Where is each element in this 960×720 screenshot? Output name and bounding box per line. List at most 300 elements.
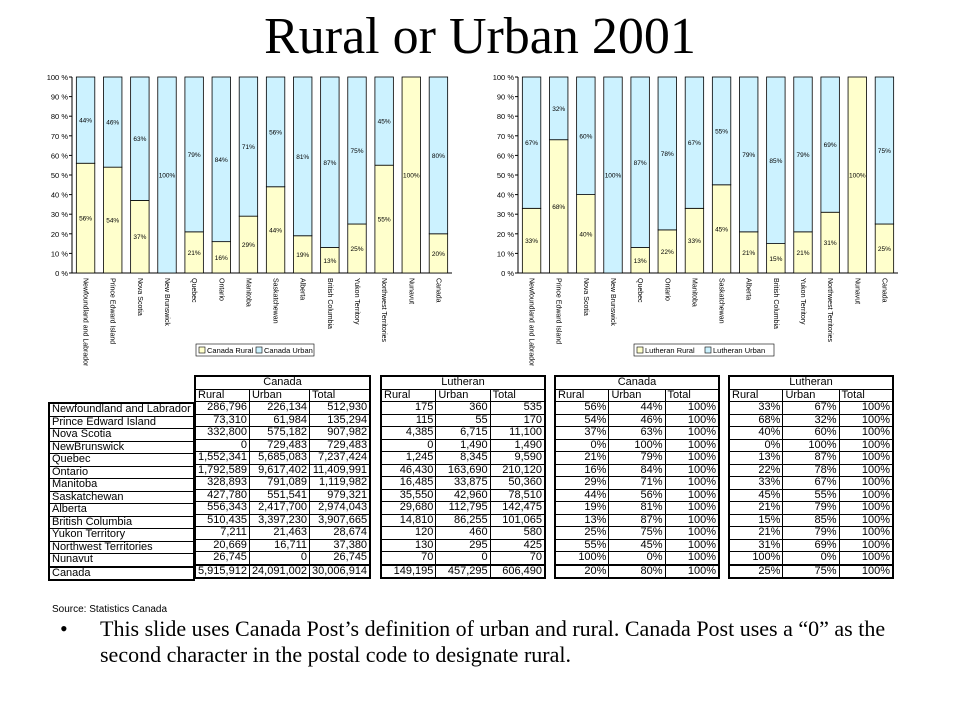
table-row xyxy=(49,491,194,504)
table-cell: 29,680 xyxy=(381,502,436,515)
legend-swatch xyxy=(705,347,711,353)
row-label: Yukon Territory xyxy=(49,529,194,542)
table-cell: 11,409,991 xyxy=(310,464,371,477)
table-row xyxy=(49,466,194,479)
table-row xyxy=(381,464,545,477)
table-row xyxy=(555,477,719,490)
y-tick-label: 0 % xyxy=(55,269,68,278)
table-cell: 100% xyxy=(839,439,893,452)
table-row xyxy=(555,489,719,502)
table-cell: 55% xyxy=(555,539,609,552)
table-cell: 24,091,002 xyxy=(249,565,309,579)
table-cell: 100% xyxy=(665,414,719,427)
y-tick-label: 60 % xyxy=(496,151,514,161)
data-label: 16% xyxy=(214,254,228,262)
table-cell: 907,982 xyxy=(310,427,371,440)
table-row xyxy=(381,527,545,540)
table-cell: 170 xyxy=(490,414,545,427)
table-cell: 80% xyxy=(609,565,665,579)
row-label: Quebec xyxy=(49,454,194,467)
table-cell: 100% xyxy=(665,489,719,502)
table-cell: 0 xyxy=(436,552,490,565)
x-category-label: Nova Scotia xyxy=(135,278,143,316)
data-label: 67% xyxy=(525,140,539,148)
data-label: 31% xyxy=(823,240,837,248)
table-row xyxy=(49,441,194,454)
table-cell: 226,134 xyxy=(249,402,309,415)
data-label: 21% xyxy=(187,249,201,257)
data-label: 46% xyxy=(106,119,120,127)
table-cell: 55% xyxy=(783,489,839,502)
x-category-label: Saskatchewan xyxy=(717,278,725,324)
table-row xyxy=(195,402,370,415)
table-cell: 130 xyxy=(381,539,436,552)
table-cell: 35,550 xyxy=(381,489,436,502)
table-cell: 37% xyxy=(555,427,609,440)
table-cell: 100% xyxy=(839,502,893,515)
table-row xyxy=(195,552,370,565)
table-row xyxy=(49,504,194,517)
table-cell: 1,119,982 xyxy=(310,477,371,490)
x-category-label: British Columbia xyxy=(325,278,333,329)
table-row xyxy=(729,552,893,565)
column-header: Rural xyxy=(555,389,609,402)
table-cell: 1,792,589 xyxy=(195,464,249,477)
table-cell: 100% xyxy=(839,477,893,490)
table-row xyxy=(555,527,719,540)
table-cell: 33% xyxy=(729,477,783,490)
y-tick-label: 100 % xyxy=(492,73,514,82)
table-row xyxy=(195,539,370,552)
table-row xyxy=(729,489,893,502)
table-row xyxy=(49,554,194,567)
table-cell: 120 xyxy=(381,527,436,540)
table-cell: 100% xyxy=(665,514,719,527)
table-row xyxy=(195,565,370,579)
chart-svg xyxy=(482,66,902,366)
data-label: 85% xyxy=(769,157,783,165)
table-cell: 87% xyxy=(609,514,665,527)
x-category-label: New Brunswick xyxy=(163,278,170,326)
table-cell: 100% xyxy=(665,502,719,515)
x-category-label: Manitoba xyxy=(244,278,252,307)
table-cell: 580 xyxy=(490,527,545,540)
table-cell: 29% xyxy=(555,477,609,490)
column-header: Rural xyxy=(195,389,249,402)
x-category-label: Ontario xyxy=(663,278,671,301)
data-label: 60% xyxy=(579,133,593,141)
row-label: Ontario xyxy=(49,466,194,479)
legend-label: Lutheran Rural xyxy=(645,346,695,355)
data-label: 68% xyxy=(552,203,566,211)
table-cell: 71% xyxy=(609,477,665,490)
data-label: 44% xyxy=(79,117,93,125)
table-cell: 54% xyxy=(555,414,609,427)
group-header: Lutheran xyxy=(729,376,893,389)
table-cell: 22% xyxy=(729,464,783,477)
table-cell: 101,065 xyxy=(490,514,545,527)
table-cell: 100% xyxy=(839,427,893,440)
data-label: 78% xyxy=(660,150,674,158)
table-cell: 79% xyxy=(783,527,839,540)
data-label: 55% xyxy=(377,216,391,224)
table-cell: 84% xyxy=(609,464,665,477)
table-cell: 1,552,341 xyxy=(195,452,249,465)
table-row xyxy=(729,414,893,427)
table-cell: 70 xyxy=(490,552,545,565)
data-label: 84% xyxy=(214,156,228,164)
row-label-column xyxy=(48,402,195,581)
table-cell: 32% xyxy=(783,414,839,427)
table-cell: 56% xyxy=(555,402,609,415)
table-cell: 7,237,424 xyxy=(310,452,371,465)
table-cell: 286,796 xyxy=(195,402,249,415)
y-tick-label: 60 % xyxy=(50,151,68,161)
legend-swatch xyxy=(256,347,262,353)
bullet-dot-icon: • xyxy=(60,616,68,641)
table-cell: 46,430 xyxy=(381,464,436,477)
table-cell: 30,006,914 xyxy=(310,565,371,579)
data-label: 56% xyxy=(79,215,93,223)
table-row xyxy=(555,414,719,427)
table-cell: 8,345 xyxy=(436,452,490,465)
table-cell: 73,310 xyxy=(195,414,249,427)
table-cell: 100% xyxy=(839,565,893,579)
data-label: 19% xyxy=(296,251,310,259)
data-label: 55% xyxy=(715,128,729,136)
source-note: Source: Statistics Canada xyxy=(52,604,168,615)
table-row xyxy=(729,439,893,452)
table-cell: 79% xyxy=(783,502,839,515)
data-label: 71% xyxy=(241,144,255,152)
table-row xyxy=(195,452,370,465)
table-cell: 45% xyxy=(609,539,665,552)
column-header: Urban xyxy=(783,389,839,402)
table-cell: 100% xyxy=(839,539,893,552)
table-row xyxy=(729,477,893,490)
x-category-label: Nunavut xyxy=(853,278,861,305)
table-row xyxy=(49,454,194,467)
table-row xyxy=(49,416,194,429)
data-label: 79% xyxy=(187,151,201,159)
data-label: 22% xyxy=(660,248,674,256)
legend-label: Lutheran Urban xyxy=(713,346,766,355)
table-cell: 40% xyxy=(729,427,783,440)
column-header: Total xyxy=(310,389,371,402)
x-category-label: New Brunswick xyxy=(609,278,616,326)
table-cell: 19% xyxy=(555,502,609,515)
row-label: Prince Edward Island xyxy=(49,416,194,429)
table-cell: 33% xyxy=(729,402,783,415)
table-row xyxy=(49,541,194,554)
table-cell: 135,294 xyxy=(310,414,371,427)
data-label: 45% xyxy=(715,226,729,234)
data-label: 20% xyxy=(431,250,445,258)
table-row xyxy=(195,527,370,540)
table-row xyxy=(381,539,545,552)
table-cell: 512,930 xyxy=(310,402,371,415)
y-tick-label: 80 % xyxy=(496,112,514,122)
table-row xyxy=(729,565,893,579)
table-row xyxy=(381,427,545,440)
table-cell: 9,590 xyxy=(490,452,545,465)
table-cell: 5,915,912 xyxy=(195,565,249,579)
table-cell: 14,810 xyxy=(381,514,436,527)
x-category-label: Prince Edward Island xyxy=(108,278,116,345)
table-row xyxy=(195,414,370,427)
row-label: British Columbia xyxy=(49,516,194,529)
data-label: 15% xyxy=(769,255,783,263)
table-cell: 425 xyxy=(490,539,545,552)
table-cell: 20% xyxy=(555,565,609,579)
lutheran-rural-urban-chart xyxy=(482,66,902,366)
table-cell: 0% xyxy=(555,439,609,452)
table-cell: 26,745 xyxy=(310,552,371,565)
group-header: Canada xyxy=(195,376,370,389)
data-label: 79% xyxy=(742,151,756,159)
table-cell: 75% xyxy=(609,527,665,540)
table-cell: 457,295 xyxy=(436,565,490,579)
row-label: Nunavut xyxy=(49,554,194,567)
table-cell: 15% xyxy=(729,514,783,527)
y-tick-label: 0 % xyxy=(501,269,514,278)
table-cell: 149,195 xyxy=(381,565,436,579)
table-cell: 100% xyxy=(839,552,893,565)
table-cell: 9,617,402 xyxy=(249,464,309,477)
table-cell: 100% xyxy=(839,464,893,477)
data-block-lutheran xyxy=(728,375,894,579)
table-cell: 11,100 xyxy=(490,427,545,440)
table-cell: 60% xyxy=(783,427,839,440)
table-row xyxy=(555,514,719,527)
table-cell: 61,984 xyxy=(249,414,309,427)
y-tick-label: 40 % xyxy=(496,190,514,200)
table-row xyxy=(195,464,370,477)
group-header: Canada xyxy=(555,376,719,389)
table-cell: 67% xyxy=(783,402,839,415)
x-category-label: Nunavut xyxy=(407,278,415,305)
table-row xyxy=(381,402,545,415)
column-header: Urban xyxy=(249,389,309,402)
table-row xyxy=(49,403,194,416)
table-cell: 100% xyxy=(839,414,893,427)
y-tick-label: 30 % xyxy=(50,210,68,220)
table-cell: 606,490 xyxy=(490,565,545,579)
table-cell: 13% xyxy=(729,452,783,465)
table-row xyxy=(381,452,545,465)
row-label: Newfoundland and Labrador xyxy=(49,403,194,416)
table-row xyxy=(729,539,893,552)
table-row xyxy=(49,567,194,581)
table-cell: 332,800 xyxy=(195,427,249,440)
data-label: 45% xyxy=(377,118,391,126)
table-cell: 100% xyxy=(665,427,719,440)
table-cell: 575,182 xyxy=(249,427,309,440)
x-category-label: Northwest Territories xyxy=(380,278,388,343)
data-label: 21% xyxy=(742,249,756,257)
table-cell: 2,417,700 xyxy=(249,502,309,515)
table-cell: 100% xyxy=(665,539,719,552)
y-tick-label: 20 % xyxy=(50,229,68,239)
x-category-label: Yukon Territory xyxy=(799,278,806,325)
table-cell: 100% xyxy=(783,439,839,452)
table-cell: 0% xyxy=(609,552,665,565)
y-tick-label: 40 % xyxy=(50,190,68,200)
x-category-label: Newfoundland and Labrador xyxy=(527,278,535,366)
data-label: 87% xyxy=(633,159,647,167)
table-row xyxy=(381,565,545,579)
table-cell: 2,974,043 xyxy=(310,502,371,515)
table-cell: 551,541 xyxy=(249,489,309,502)
table-row xyxy=(381,502,545,515)
table-cell: 44% xyxy=(555,489,609,502)
table-cell: 0 xyxy=(195,439,249,452)
data-label: 100% xyxy=(604,172,622,180)
table-cell: 1,490 xyxy=(436,439,490,452)
table-cell: 50,360 xyxy=(490,477,545,490)
table-cell: 1,245 xyxy=(381,452,436,465)
canada-rural-urban-chart xyxy=(36,66,456,366)
table-cell: 28,674 xyxy=(310,527,371,540)
table-cell: 510,435 xyxy=(195,514,249,527)
table-row xyxy=(49,516,194,529)
table-cell: 100% xyxy=(839,489,893,502)
table-cell: 70 xyxy=(381,552,436,565)
data-label: 33% xyxy=(687,238,701,246)
table-cell: 115 xyxy=(381,414,436,427)
table-row xyxy=(381,477,545,490)
y-tick-label: 30 % xyxy=(496,210,514,220)
table-row xyxy=(729,514,893,527)
table-cell: 79% xyxy=(609,452,665,465)
data-label: 13% xyxy=(633,257,647,265)
table-cell: 21,463 xyxy=(249,527,309,540)
data-label: 25% xyxy=(350,246,364,253)
data-block-lutheran xyxy=(380,375,546,579)
data-label: 100% xyxy=(402,172,420,180)
x-category-label: Canada xyxy=(434,278,442,303)
table-cell: 729,483 xyxy=(310,439,371,452)
column-header: Rural xyxy=(381,389,436,402)
row-label: NewBrunswick xyxy=(49,441,194,454)
table-cell: 535 xyxy=(490,402,545,415)
y-tick-label: 70 % xyxy=(50,131,68,141)
data-label: 80% xyxy=(431,152,445,160)
table-cell: 21% xyxy=(729,527,783,540)
data-label: 33% xyxy=(525,238,539,246)
table-cell: 210,120 xyxy=(490,464,545,477)
table-row xyxy=(49,429,194,442)
table-cell: 45% xyxy=(729,489,783,502)
data-block-canada xyxy=(194,375,371,579)
table-cell: 21% xyxy=(729,502,783,515)
table-row xyxy=(555,565,719,579)
table-cell: 25% xyxy=(729,565,783,579)
table-cell: 175 xyxy=(381,402,436,415)
table-row xyxy=(555,427,719,440)
table-cell: 100% xyxy=(665,552,719,565)
table-row xyxy=(381,414,545,427)
table-cell: 63% xyxy=(609,427,665,440)
table-cell: 163,690 xyxy=(436,464,490,477)
x-category-label: Alberta xyxy=(744,278,752,301)
table-row xyxy=(729,402,893,415)
x-category-label: Prince Edward Island xyxy=(554,278,562,345)
table-row xyxy=(555,464,719,477)
data-label: 40% xyxy=(579,231,593,239)
table-cell: 25% xyxy=(555,527,609,540)
table-cell: 75% xyxy=(783,565,839,579)
table-cell: 729,483 xyxy=(249,439,309,452)
table-cell: 4,385 xyxy=(381,427,436,440)
row-label: Northwest Territories xyxy=(49,541,194,554)
y-tick-label: 20 % xyxy=(496,229,514,239)
table-cell: 100% xyxy=(665,402,719,415)
table-cell: 427,780 xyxy=(195,489,249,502)
table-cell: 0 xyxy=(381,439,436,452)
table-cell: 100% xyxy=(839,514,893,527)
column-header: Urban xyxy=(436,389,490,402)
table-cell: 100% xyxy=(609,439,665,452)
column-header: Urban xyxy=(609,389,665,402)
table-cell: 87% xyxy=(783,452,839,465)
data-label: 87% xyxy=(323,159,337,167)
table-cell: 360 xyxy=(436,402,490,415)
table-cell: 0% xyxy=(729,439,783,452)
table-cell: 100% xyxy=(665,477,719,490)
table-row xyxy=(555,502,719,515)
table-cell: 100% xyxy=(839,452,893,465)
x-category-label: Northwest Territories xyxy=(826,278,834,343)
table-cell: 68% xyxy=(729,414,783,427)
table-cell: 112,795 xyxy=(436,502,490,515)
table-cell: 86,255 xyxy=(436,514,490,527)
y-tick-label: 50 % xyxy=(496,171,514,180)
data-label: 75% xyxy=(877,148,891,155)
data-label: 29% xyxy=(241,242,255,250)
table-cell: 556,343 xyxy=(195,502,249,515)
table-cell: 33,875 xyxy=(436,477,490,490)
legend-label: Canada Rural xyxy=(207,346,254,355)
column-header: Total xyxy=(839,389,893,402)
table-row xyxy=(49,479,194,492)
table-row xyxy=(555,439,719,452)
table-cell: 16,485 xyxy=(381,477,436,490)
data-label: 32% xyxy=(552,105,566,113)
table-cell: 100% xyxy=(665,565,719,579)
data-label: 100% xyxy=(848,172,866,180)
table-cell: 1,490 xyxy=(490,439,545,452)
table-row xyxy=(195,514,370,527)
table-cell: 979,321 xyxy=(310,489,371,502)
x-category-label: Ontario xyxy=(217,278,225,301)
data-label: 79% xyxy=(796,151,810,159)
table-row xyxy=(729,464,893,477)
data-label: 25% xyxy=(877,246,891,253)
row-label: Manitoba xyxy=(49,479,194,492)
table-cell: 100% xyxy=(555,552,609,565)
table-cell: 100% xyxy=(729,552,783,565)
data-label: 44% xyxy=(269,227,283,235)
table-row xyxy=(195,477,370,490)
data-label: 63% xyxy=(133,136,147,144)
table-cell: 55 xyxy=(436,414,490,427)
table-cell: 21% xyxy=(555,452,609,465)
data-label: 37% xyxy=(133,234,147,242)
legend-label: Canada Urban xyxy=(264,346,313,355)
data-label: 56% xyxy=(269,129,283,137)
table-cell: 44% xyxy=(609,402,665,415)
